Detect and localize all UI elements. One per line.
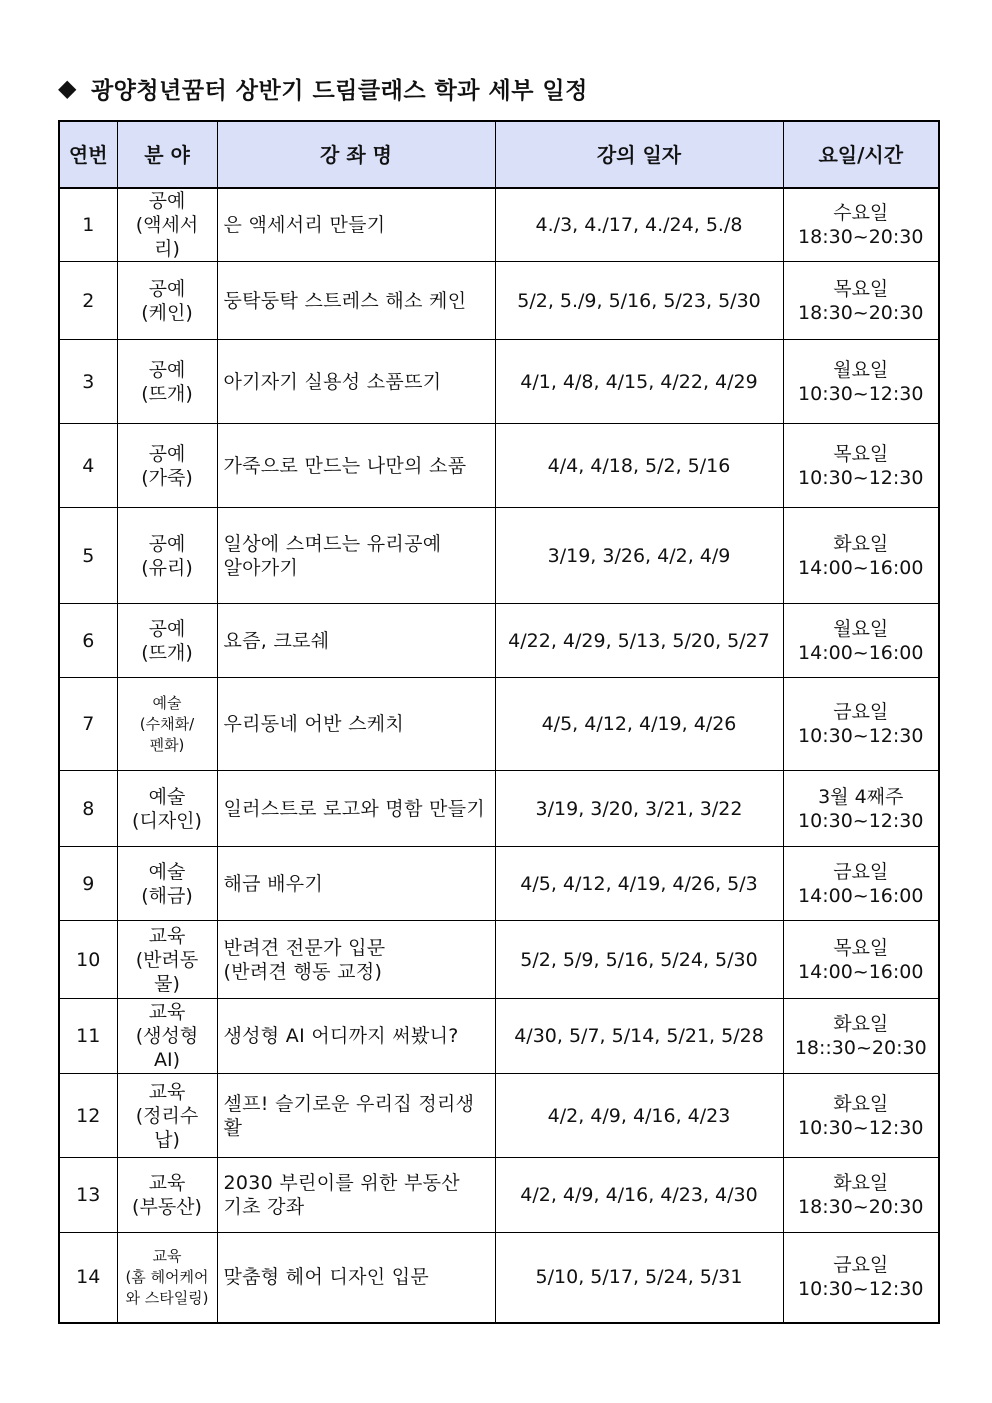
row-number: 3: [59, 340, 117, 424]
field-cell: [117, 921, 217, 999]
day-time-cell-line: 10:30~12:30: [798, 725, 924, 747]
day-time-cell-line: 화요일: [833, 1013, 889, 1035]
diamond-bullet-icon: ◆: [58, 74, 77, 102]
field-cell: [117, 340, 217, 424]
table-row: [59, 1233, 939, 1323]
dates-cell: 3/19, 3/26, 4/2, 4/9: [495, 508, 783, 604]
header-number: 연번: [59, 121, 117, 188]
course-name-cell-line: 일러스트로 로고와 명함 만들기: [223, 797, 486, 820]
dates-cell: 4/4, 4/18, 5/2, 5/16: [495, 424, 783, 508]
day-time-cell-line: 14:00~16:00: [798, 884, 924, 907]
course-name-cell: [217, 847, 495, 921]
course-name-cell-line: 둥탁둥탁 스트레스 해소 케인: [223, 289, 467, 312]
schedule-table: [58, 120, 940, 1324]
course-name-cell-line: 요즘, 크로쉐: [223, 629, 330, 652]
day-time-cell: [783, 999, 939, 1074]
field-cell-line: (홈 헤어케어: [125, 1267, 209, 1286]
field-cell-line: (정리수납): [135, 1104, 199, 1151]
course-name-cell: [217, 678, 495, 771]
row-number: 6: [59, 604, 117, 678]
course-name-cell-line: 맞춤형 헤어 디자인 입문: [223, 1266, 430, 1289]
field-cell-line: 예술: [148, 860, 186, 883]
dates-cell: 4/5, 4/12, 4/19, 4/26, 5/3: [495, 847, 783, 921]
course-name-cell: [217, 1074, 495, 1158]
day-time-cell-line: 10:30~12:30: [798, 382, 924, 405]
course-name-cell: [217, 771, 495, 847]
row-number: 4: [59, 424, 117, 508]
day-time-cell-line: 10:30~12:30: [798, 466, 924, 489]
field-cell-line: (해금): [141, 884, 193, 907]
dates-cell: 4/22, 4/29, 5/13, 5/20, 5/27: [495, 604, 783, 678]
field-cell: [117, 1233, 217, 1323]
course-name-cell: [217, 1233, 495, 1323]
course-name-cell: [217, 604, 495, 678]
day-time-cell-line: 목요일: [833, 442, 889, 465]
day-time-cell-line: 10:30~12:30: [798, 809, 924, 832]
day-time-cell: [783, 1233, 939, 1323]
day-time-cell: [783, 847, 939, 921]
row-number: 1: [59, 188, 117, 262]
day-time-cell-line: 14:00~16:00: [798, 960, 924, 983]
row-number: 10: [59, 921, 117, 999]
day-time-cell: [783, 424, 939, 508]
table-row: [59, 771, 939, 847]
day-time-cell: [783, 188, 939, 262]
dates-cell: 5/2, 5/9, 5/16, 5/24, 5/30: [495, 921, 783, 999]
course-name-cell-line: 기초 강좌: [223, 1196, 305, 1218]
day-time-cell: [783, 262, 939, 340]
row-number: 2: [59, 262, 117, 340]
field-cell-line: 와 스타일링): [125, 1288, 209, 1307]
day-time-cell: [783, 340, 939, 424]
field-cell-line: (유리): [141, 556, 193, 579]
field-cell: [117, 999, 217, 1074]
day-time-cell-line: 목요일: [833, 277, 889, 300]
dates-cell: 4/30, 5/7, 5/14, 5/21, 5/28: [495, 999, 783, 1074]
field-cell-line: (액세서리): [135, 214, 199, 260]
field-cell-line: 예술: [148, 785, 186, 808]
row-number: 7: [59, 678, 117, 771]
table-row: [59, 604, 939, 678]
table-row: [59, 678, 939, 771]
field-cell: [117, 424, 217, 508]
day-time-cell-line: 금요일: [833, 860, 889, 883]
field-cell-line: 교육: [148, 1080, 186, 1103]
day-time-cell-line: 금요일: [833, 701, 889, 723]
field-cell-line: (가죽): [141, 466, 193, 489]
day-time-cell-line: 월요일: [833, 617, 889, 640]
field-cell-line: 공예: [148, 617, 186, 640]
field-cell: [117, 771, 217, 847]
day-time-cell-line: 10:30~12:30: [798, 1116, 924, 1139]
course-name-cell-line: 2030 부린이를 위한 부동산: [223, 1172, 460, 1194]
field-cell-line: 교육: [148, 924, 186, 947]
row-number: 5: [59, 508, 117, 604]
day-time-cell-line: 수요일: [833, 202, 889, 224]
course-name-cell-line: 반려견 전문가 입문: [223, 936, 386, 959]
course-name-cell: [217, 262, 495, 340]
field-cell: [117, 678, 217, 771]
field-cell: [117, 262, 217, 340]
course-name-cell: [217, 508, 495, 604]
field-cell-line: 교육: [148, 1172, 186, 1194]
field-cell-line: (뜨개): [141, 641, 193, 664]
field-cell-line: 공예: [148, 190, 186, 212]
field-cell: [117, 1158, 217, 1233]
header-field: 분 야: [117, 121, 217, 188]
field-cell-line: (디자인): [132, 809, 202, 832]
row-number: 12: [59, 1074, 117, 1158]
field-cell: [117, 508, 217, 604]
day-time-cell-line: 14:00~16:00: [798, 556, 924, 579]
day-time-cell-line: 18::30~20:30: [794, 1037, 927, 1059]
course-name-cell: [217, 921, 495, 999]
field-cell-line: (부동산): [132, 1196, 202, 1218]
day-time-cell-line: 18:30~20:30: [798, 301, 924, 324]
field-cell-line: (케인): [141, 301, 193, 324]
field-cell: [117, 847, 217, 921]
day-time-cell-line: 화요일: [833, 532, 889, 555]
page-title: [58, 70, 588, 106]
course-name-cell-line: 셀프! 슬기로운 우리집 정리생활: [223, 1092, 475, 1139]
field-cell-line: 펜화): [149, 735, 185, 754]
course-name-cell-line: 해금 배우기: [223, 872, 324, 895]
day-time-cell-line: 3월 4째주: [818, 785, 904, 808]
field-cell-line: 교육: [148, 1001, 186, 1023]
field-cell-line: 공예: [148, 277, 186, 300]
row-number: 8: [59, 771, 117, 847]
field-cell: [117, 1074, 217, 1158]
course-name-cell-line: (반려견 행동 교정): [223, 960, 383, 983]
table-row: [59, 1158, 939, 1233]
field-cell: [117, 604, 217, 678]
course-name-cell: [217, 340, 495, 424]
header-course-name: 강 좌 명: [217, 121, 495, 188]
field-cell-line: 공예: [148, 442, 186, 465]
dates-cell: 4/2, 4/9, 4/16, 4/23: [495, 1074, 783, 1158]
dates-cell: 5/2, 5./9, 5/16, 5/23, 5/30: [495, 262, 783, 340]
course-name-cell: [217, 1158, 495, 1233]
day-time-cell: [783, 921, 939, 999]
day-time-cell: [783, 508, 939, 604]
day-time-cell-line: 금요일: [833, 1254, 889, 1277]
table-header-row: [59, 121, 939, 188]
day-time-cell-line: 목요일: [833, 936, 889, 959]
day-time-cell-line: 월요일: [833, 358, 889, 381]
dates-cell: 4/5, 4/12, 4/19, 4/26: [495, 678, 783, 771]
course-name-cell-line: 은 액세서리 만들기: [223, 214, 386, 236]
course-name-cell-line: 우리동네 어반 스케치: [223, 713, 405, 735]
table-row: [59, 999, 939, 1074]
table-row: [59, 188, 939, 262]
day-time-cell-line: 18:30~20:30: [798, 226, 924, 248]
day-time-cell: [783, 604, 939, 678]
course-name-cell: [217, 424, 495, 508]
page-title-text: 광양청년꿈터 상반기 드림클래스 학과 세부 일정: [90, 77, 588, 104]
table-row: [59, 340, 939, 424]
day-time-cell: [783, 678, 939, 771]
course-name-cell: [217, 999, 495, 1074]
header-dates: 강의 일자: [495, 121, 783, 188]
field-cell-line: 공예: [148, 358, 186, 381]
day-time-cell: [783, 1158, 939, 1233]
field-cell-line: (생성형 AI): [135, 1025, 199, 1071]
day-time-cell-line: 10:30~12:30: [798, 1278, 924, 1301]
schedule-table-body: [59, 188, 939, 1323]
course-name-cell: [217, 188, 495, 262]
course-name-cell-line: 아기자기 실용성 소품뜨기: [223, 370, 442, 393]
day-time-cell-line: 화요일: [833, 1172, 889, 1194]
row-number: 13: [59, 1158, 117, 1233]
course-name-cell-line: 일상에 스며드는 유리공예: [223, 532, 442, 555]
field-cell-line: (뜨개): [141, 382, 193, 405]
table-row: [59, 508, 939, 604]
table-row: [59, 921, 939, 999]
day-time-cell-line: 18:30~20:30: [798, 1196, 924, 1218]
course-name-cell-line: 알아가기: [223, 556, 299, 579]
row-number: 9: [59, 847, 117, 921]
header-day-time: 요일/시간: [783, 121, 939, 188]
dates-cell: 4/2, 4/9, 4/16, 4/23, 4/30: [495, 1158, 783, 1233]
table-row: [59, 1074, 939, 1158]
dates-cell: 3/19, 3/20, 3/21, 3/22: [495, 771, 783, 847]
dates-cell: 5/10, 5/17, 5/24, 5/31: [495, 1233, 783, 1323]
dates-cell: 4./3, 4./17, 4./24, 5./8: [495, 188, 783, 262]
table-row: [59, 847, 939, 921]
day-time-cell-line: 화요일: [833, 1092, 889, 1115]
row-number: 11: [59, 999, 117, 1074]
table-row: [59, 262, 939, 340]
day-time-cell: [783, 771, 939, 847]
field-cell-line: (수채화/: [139, 714, 195, 733]
table-row: [59, 424, 939, 508]
course-name-cell-line: 가죽으로 만드는 나만의 소품: [223, 454, 467, 477]
field-cell-line: 교육: [152, 1246, 182, 1265]
day-time-cell-line: 14:00~16:00: [798, 641, 924, 664]
course-name-cell-line: 생성형 AI 어디까지 써봤니?: [223, 1025, 459, 1047]
field-cell-line: (반려동물): [135, 948, 199, 995]
dates-cell: 4/1, 4/8, 4/15, 4/22, 4/29: [495, 340, 783, 424]
field-cell-line: 예술: [152, 693, 182, 712]
field-cell-line: 공예: [148, 532, 186, 555]
field-cell: [117, 188, 217, 262]
day-time-cell: [783, 1074, 939, 1158]
row-number: 14: [59, 1233, 117, 1323]
